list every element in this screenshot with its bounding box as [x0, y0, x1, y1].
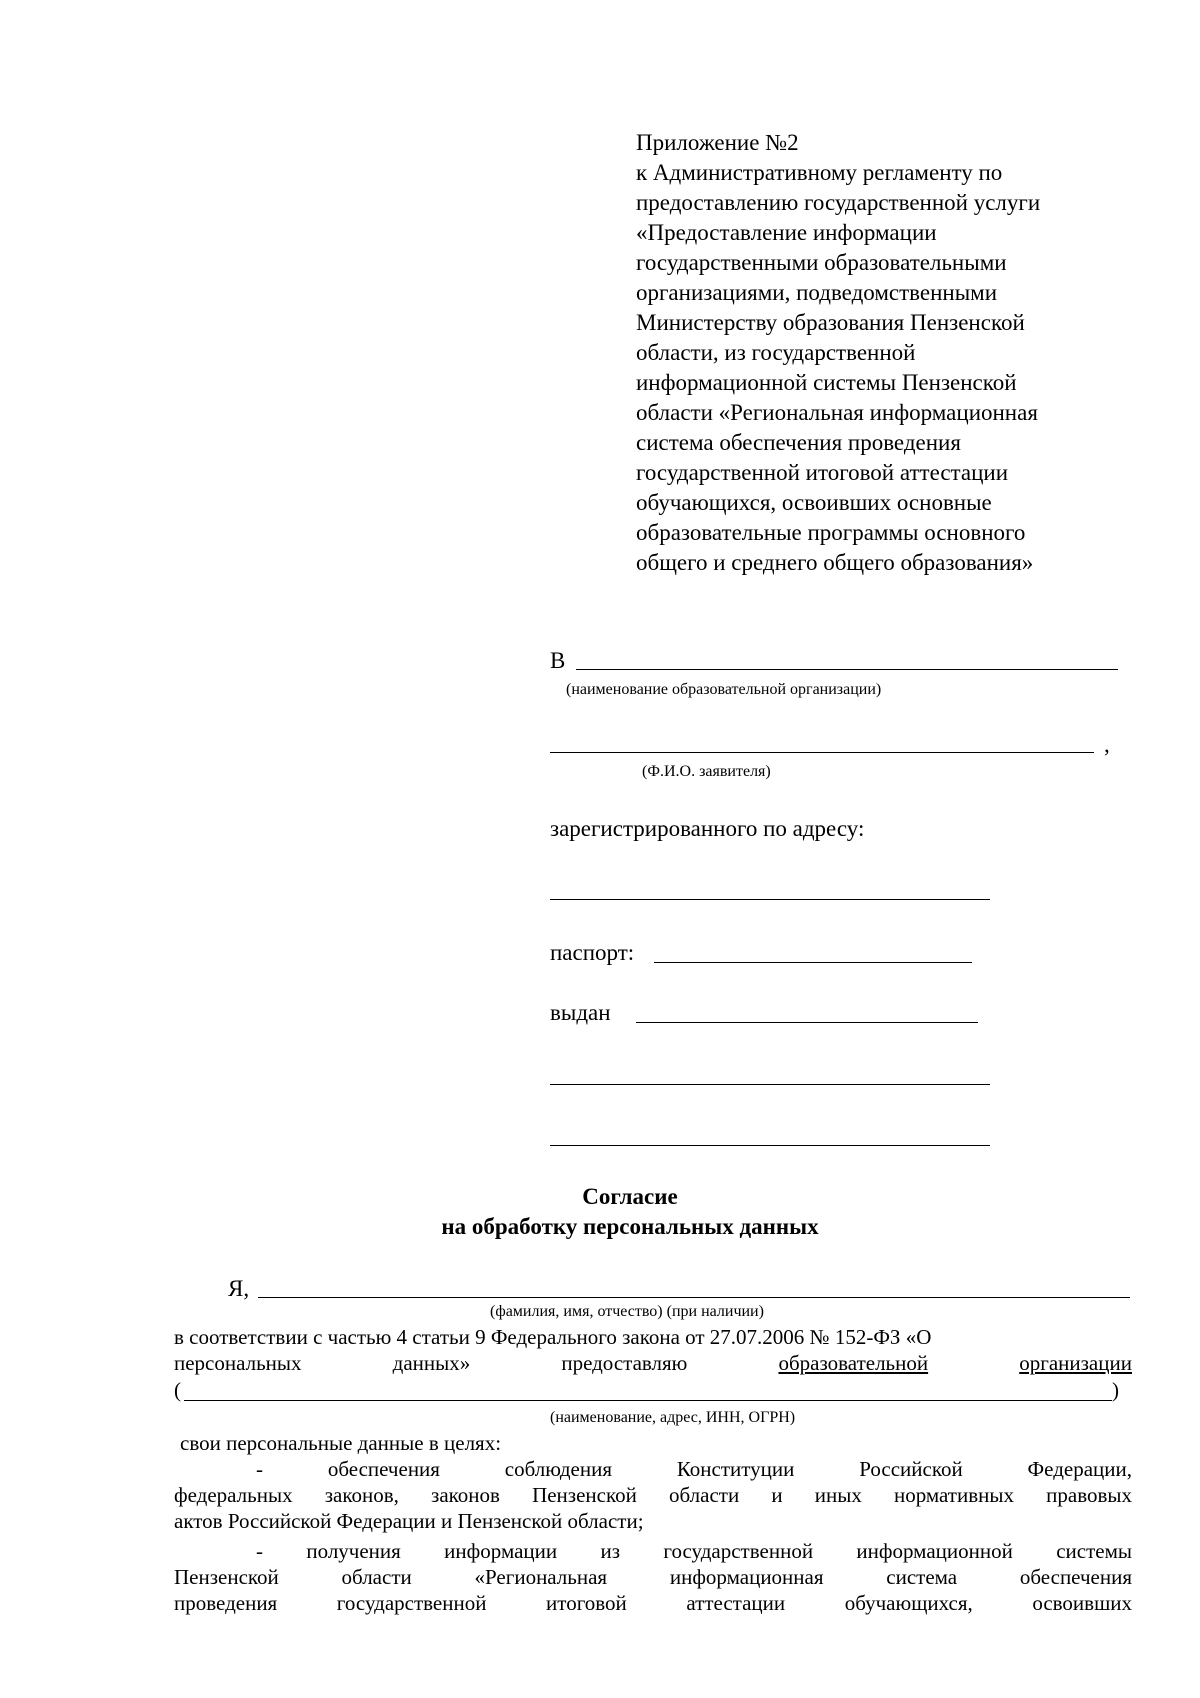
- body-line-2-word: персональных: [174, 1351, 302, 1375]
- issued-field-line-2[interactable]: [550, 1062, 990, 1085]
- appendix-line: информационной системы Пензенской: [636, 370, 1017, 395]
- appendix-line: организациями, подведомственными: [636, 280, 998, 305]
- issued-field[interactable]: [636, 1000, 978, 1023]
- full-name-hint: (фамилия, имя, отчество) (при наличии): [490, 1303, 764, 1320]
- registered-label: зарегистрированного по адресу:: [550, 816, 865, 841]
- body-line-1: в соответствии с частью 4 статьи 9 Федерального закона от 27.07.2006 № 152-ФЗ «О: [174, 1325, 932, 1349]
- appendix-line: Министерству образования Пензенской: [636, 310, 1025, 335]
- org-name-field[interactable]: [576, 647, 1118, 670]
- body-line-2-underlined: образовательной: [778, 1351, 929, 1375]
- paren-close: ): [1112, 1378, 1119, 1402]
- appendix-line: государственными образовательными: [636, 250, 1007, 275]
- purpose2-line1: - получения информации из государственной информационной системы: [256, 1539, 1132, 1563]
- to-prefix: В: [550, 648, 566, 673]
- appendix-line: общего и среднего общего образования»: [636, 550, 1034, 575]
- appendix-line: образовательные программы основного: [636, 520, 1026, 545]
- body-line-2: [174, 1350, 1132, 1376]
- paren-open: (: [174, 1378, 181, 1402]
- appendix-line: государственной итоговой аттестации: [636, 460, 1009, 485]
- fio-field[interactable]: [550, 730, 1094, 753]
- address-field[interactable]: [550, 877, 990, 900]
- i-prefix: Я,: [228, 1276, 250, 1301]
- body-line-2-word: данных»: [392, 1351, 471, 1375]
- appendix-line: предоставлению государственной услуги: [636, 190, 1041, 215]
- purpose2-line3: проведения государственной итоговой аттестации обучающихся, освоивших: [174, 1591, 1132, 1615]
- appendix-line: области «Региональная информационная: [636, 400, 1038, 425]
- consent-title: [0, 1182, 1200, 1242]
- appendix-line: обучающихся, освоивших основные: [636, 490, 992, 515]
- passport-label: паспорт:: [550, 940, 635, 965]
- purpose1-line2: федеральных законов, законов Пензенской области и иных нормативных правовых: [174, 1483, 1132, 1507]
- org-details-field[interactable]: [184, 1380, 1112, 1401]
- body-line-2-word: предоставляю: [561, 1351, 688, 1375]
- consent-title-line1: Согласие: [582, 1184, 678, 1209]
- purpose2-line2: Пензенской области «Региональная информационная система обеспечения: [174, 1565, 1132, 1589]
- appendix-line: система обеспечения проведения: [636, 430, 961, 455]
- issued-field-line-3[interactable]: [550, 1123, 990, 1146]
- appendix-number: Приложение №2: [636, 130, 799, 155]
- passport-field[interactable]: [654, 940, 972, 963]
- purposes-intro: свои персональные данные в целях:: [180, 1431, 502, 1455]
- fio-hint: (Ф.И.О. заявителя): [642, 763, 771, 780]
- org-name-hint: (наименование образовательной организации): [566, 681, 882, 698]
- org-details-hint: (наименование, адрес, ИНН, ОГРН): [550, 1409, 796, 1426]
- issued-label: выдан: [550, 1000, 611, 1025]
- appendix-block: [636, 128, 1156, 578]
- purpose1-line1: - обеспечения соблюдения Конституции Российской Федерации,: [256, 1457, 1132, 1481]
- consent-title-line2: на обработку персональных данных: [441, 1214, 819, 1239]
- full-name-field[interactable]: [258, 1275, 1130, 1298]
- appendix-line: «Предоставление информации: [636, 220, 937, 245]
- appendix-line: области, из государственной: [636, 340, 916, 365]
- purpose1-line3: актов Российской Федерации и Пензенской области;: [174, 1509, 644, 1533]
- appendix-line: к Административному регламенту по: [636, 160, 1003, 185]
- fio-comma: ,: [1104, 732, 1110, 757]
- body-line-2-underlined: организации: [1019, 1351, 1132, 1375]
